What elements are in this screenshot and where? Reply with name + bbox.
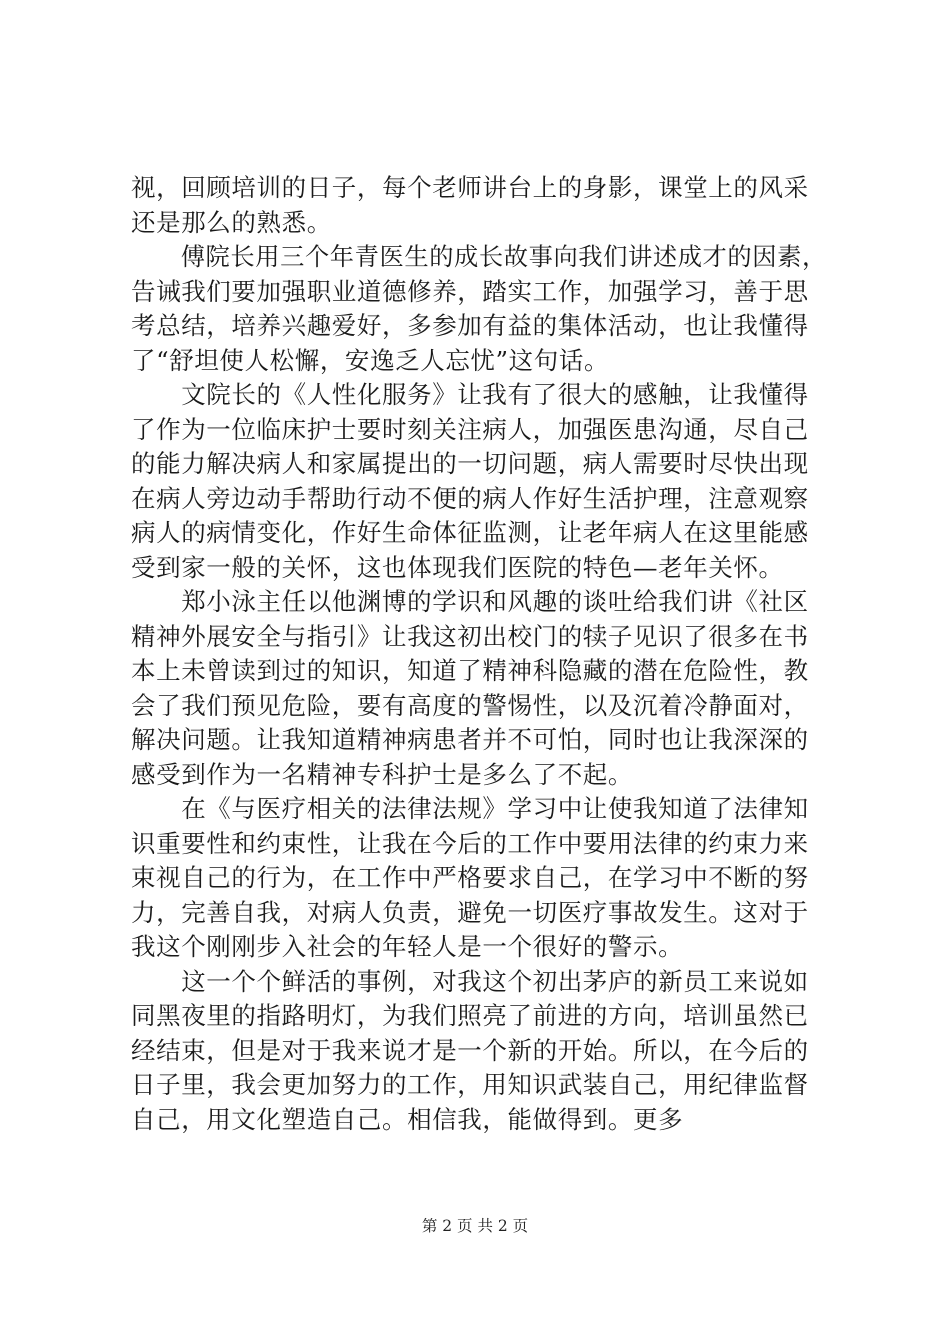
text-line: 束视自己的行为，在工作中严格要求自己，在学习中不断的努 bbox=[131, 863, 809, 892]
text-line: 本上未曾读到过的知识，知道了精神科隐藏的潜在危险性，教 bbox=[131, 656, 809, 685]
text-line: 的能力解决病人和家属提出的一切问题，病人需要时尽快出现 bbox=[131, 449, 809, 478]
text-line: 傅院长用三个年青医生的成长故事向我们讲述成才的因素， bbox=[131, 242, 827, 271]
text-line: 了作为一位临床护士要时刻关注病人，加强医患沟通，尽自己 bbox=[131, 414, 809, 444]
text-line: 还是那么的熟悉。 bbox=[131, 207, 332, 237]
text-line: 在病人旁边动手帮助行动不便的病人作好生活护理，注意观察 bbox=[131, 483, 809, 513]
text-line: 力，完善自我，对病人负责，避免一切医疗事故发生。这对于 bbox=[131, 897, 809, 927]
text-line: 感受到作为一名精神专科护士是多么了不起。 bbox=[131, 759, 633, 789]
text-line: 识重要性和约束性，让我在今后的工作中要用法律的约束力来 bbox=[131, 828, 809, 858]
text-line: 经结束，但是对于我来说才是一个新的开始。所以，在今后的 bbox=[131, 1035, 809, 1065]
text-line: 受到家一般的关怀，这也体现我们医院的特色—老年关怀。 bbox=[131, 552, 784, 582]
body-text bbox=[131, 171, 831, 1137]
text-line: 考总结，培养兴趣爱好，多参加有益的集体活动，也让我懂得 bbox=[131, 311, 809, 340]
text-line: 同黑夜里的指路明灯，为我们照亮了前进的方向，培训虽然已 bbox=[131, 1001, 809, 1030]
text-line: 精神外展安全与指引》让我这初出校门的犊子见识了很多在书 bbox=[131, 621, 809, 651]
text-line: 视，回顾培训的日子，每个老师讲台上的身影，课堂上的风采 bbox=[131, 173, 809, 202]
text-line: 了“舒坦使人松懈，安逸乏人忘忧”这句话。 bbox=[131, 345, 610, 375]
text-line: 自己，用文化塑造自己。相信我，能做得到。更多 bbox=[131, 1104, 684, 1134]
text-line: 这一个个鲜活的事例，对我这个初出茅庐的新员工来说如 bbox=[131, 966, 809, 996]
text-line: 会了我们预见危险，要有高度的警惕性，以及沉着冷静面对， bbox=[131, 690, 809, 720]
text-line: 郑小泳主任以他渊博的学识和风趣的谈吐给我们讲《社区 bbox=[131, 587, 809, 616]
page-number: 第 2 页 共 2 页 bbox=[421, 1217, 529, 1235]
text-line: 我这个刚刚步入社会的年轻人是一个很好的警示。 bbox=[131, 932, 684, 961]
text-line: 告诫我们要加强职业道德修养，踏实工作，加强学习，善于思 bbox=[131, 276, 809, 306]
text-line: 解决问题。让我知道精神病患者并不可怕，同时也让我深深的 bbox=[131, 725, 809, 754]
page-footer bbox=[0, 1216, 950, 1236]
text-line: 病人的病情变化，作好生命体征监测，让老年病人在这里能感 bbox=[131, 518, 809, 547]
text-line: 日子里，我会更加努力的工作，用知识武装自己，用纪律监督 bbox=[131, 1070, 809, 1099]
text-line: 文院长的《人性化服务》让我有了很大的感触，让我懂得 bbox=[131, 380, 809, 409]
text-line: 在《与医疗相关的法律法规》学习中让使我知道了法律知 bbox=[131, 794, 809, 823]
